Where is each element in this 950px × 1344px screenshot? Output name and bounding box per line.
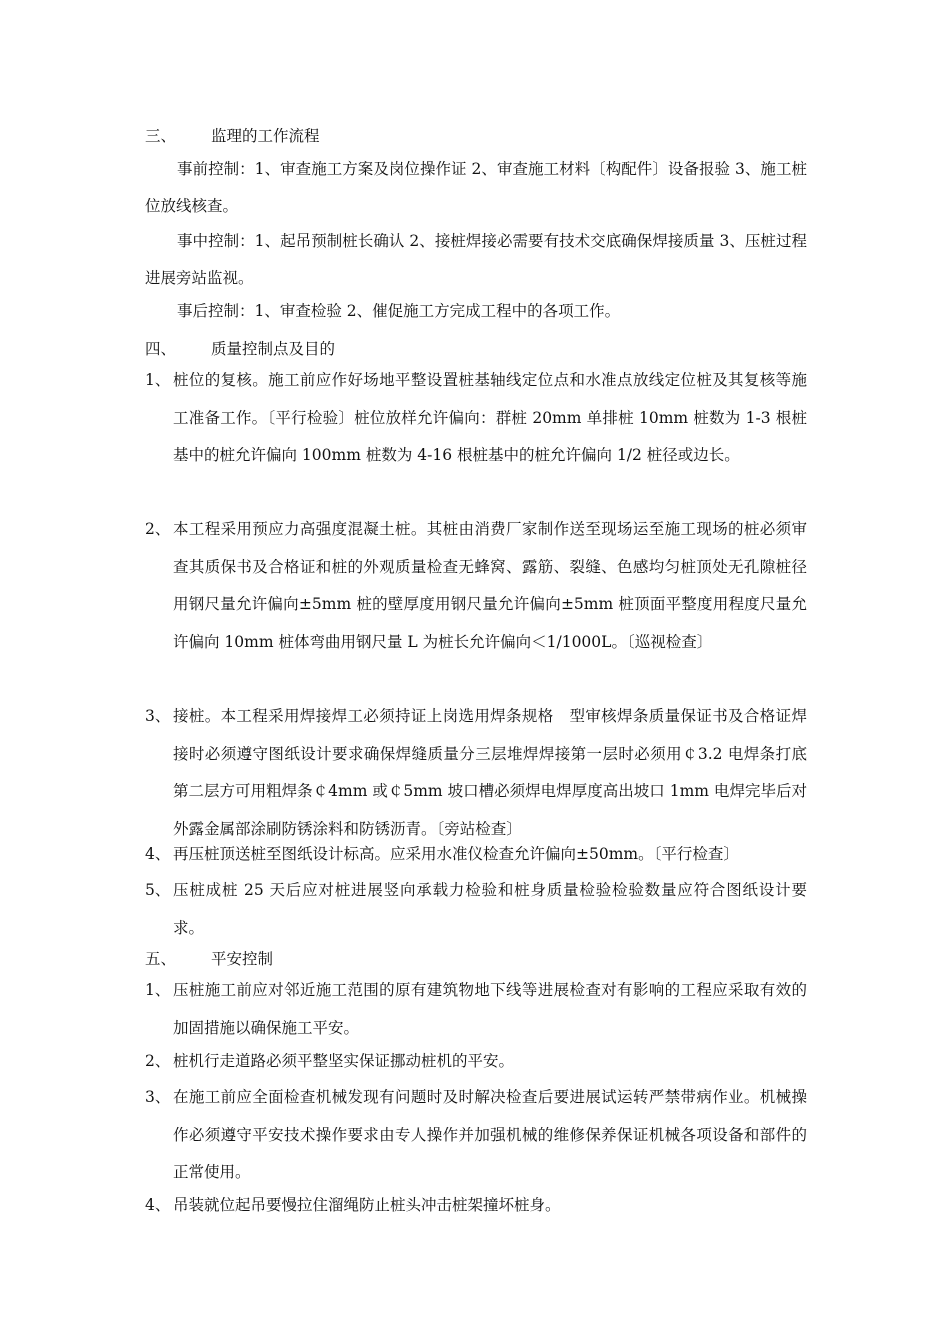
list-item — [145, 1079, 807, 1192]
item-text: 接桩。本工程采用焊接焊工必须持证上岗选用焊条规格 型审核焊条质量保证书及合格证焊接时必须遵守图纸设计要求确保焊缝质量分三层堆焊焊接第一层时必须用￠3.2 电焊条打底第二层方可用粗焊条￠4mm 或￠5mm 坡口槽必须焊电焊厚度高出坡口 1mm 电焊完毕后对外露金属部涂刷防锈涂料和防锈沥青。〔旁站检查〕 — [173, 707, 807, 838]
item-number: 1、 — [145, 981, 171, 999]
item-text: 桩机行走道路必须平整坚实保证挪动桩机的平安。 — [173, 1052, 515, 1070]
list-item — [145, 698, 807, 848]
item-text: 压桩施工前应对邻近施工范围的原有建筑物地下线等进展检查对有影响的工程应采取有效的加固措施以确保施工平安。 — [173, 981, 807, 1037]
item-number: 2、 — [145, 520, 171, 538]
list-item — [145, 836, 807, 874]
item-text: 在施工前应全面检查机械发现有问题时及时解决检查后要进展试运转严禁带病作业。机械操作必须遵守平安技术操作要求由专人操作并加强机械的维修保养保证机械各项设备和部件的正常使用。 — [173, 1088, 807, 1181]
item-number: 3、 — [145, 707, 171, 725]
item-text: 桩位的复核。施工前应作好场地平整设置桩基轴线定位点和水准点放线定位桩及其复核等施工准备工作。〔平行检验〕桩位放样允许偏向：群桩 20mm 单排桩 10mm 桩数为 1-3 根桩基中的桩允许偏向 100mm 桩数为 4-16 根桩基中的桩允许偏向 1/2 桩径或边长。 — [173, 371, 807, 464]
list-item — [145, 872, 807, 947]
section-3-heading — [145, 124, 320, 146]
item-text: 压桩成桩 25 天后应对桩进展竖向承载力检验和桩身质量检验检验数量应符合图纸设计要求。 — [173, 881, 807, 937]
item-number: 2、 — [145, 1052, 171, 1070]
item-number: 3、 — [145, 1088, 171, 1106]
item-number: 4、 — [145, 1196, 171, 1214]
list-item — [145, 1043, 807, 1081]
section-title: 质量控制点及目的 — [211, 340, 336, 358]
paragraph-pre-control: 事前控制：1、审查施工方案及岗位操作证 2、审查施工材料〔构配件〕设备报验 3、施工桩位放线核查。 — [145, 160, 807, 215]
paragraph-in-process-control: 事中控制：1、起吊预制桩长确认 2、接桩焊接必需要有技术交底确保焊接质量 3、压桩过程进展旁站监视。 — [145, 232, 807, 287]
paragraph-post-control: 事后控制：1、审查检验 2、催促施工方完成工程中的各项工作。 — [177, 302, 621, 320]
list-item — [145, 1187, 807, 1225]
list-item — [145, 362, 807, 475]
item-text: 再压桩顶送桩至图纸设计标高。应采用水准仪检查允许偏向±50mm。〔平行检查〕 — [173, 845, 739, 863]
item-number: 5、 — [145, 881, 171, 899]
item-number: 1、 — [145, 371, 171, 389]
section-title: 监理的工作流程 — [211, 127, 320, 145]
item-text: 吊装就位起吊要慢拉住溜绳防止桩头冲击桩架撞坏桩身。 — [173, 1196, 561, 1214]
section-title: 平安控制 — [211, 950, 274, 968]
list-item — [145, 511, 807, 661]
list-item — [145, 972, 807, 1047]
item-text: 本工程采用预应力高强度混凝土桩。其桩由消费厂家制作送至现场运至施工现场的桩必须审查其质保书及合格证和桩的外观质量检查无蜂窝、露筋、裂缝、色感均匀桩顶处无孔隙桩径用钢尺量允许偏向±5mm 桩的壁厚度用钢尺量允许偏向±5mm 桩顶面平整度用程度尺量允许偏向 10mm 桩体弯曲用钢尺量 L 为桩长允许偏向＜1/1000L。〔巡视检查〕 — [173, 520, 807, 651]
section-number: 五、 — [145, 950, 177, 968]
section-5-heading — [145, 947, 273, 969]
section-4-heading — [145, 337, 335, 359]
section-number: 三、 — [145, 127, 177, 145]
section-number: 四、 — [145, 340, 177, 358]
item-number: 4、 — [145, 845, 171, 863]
